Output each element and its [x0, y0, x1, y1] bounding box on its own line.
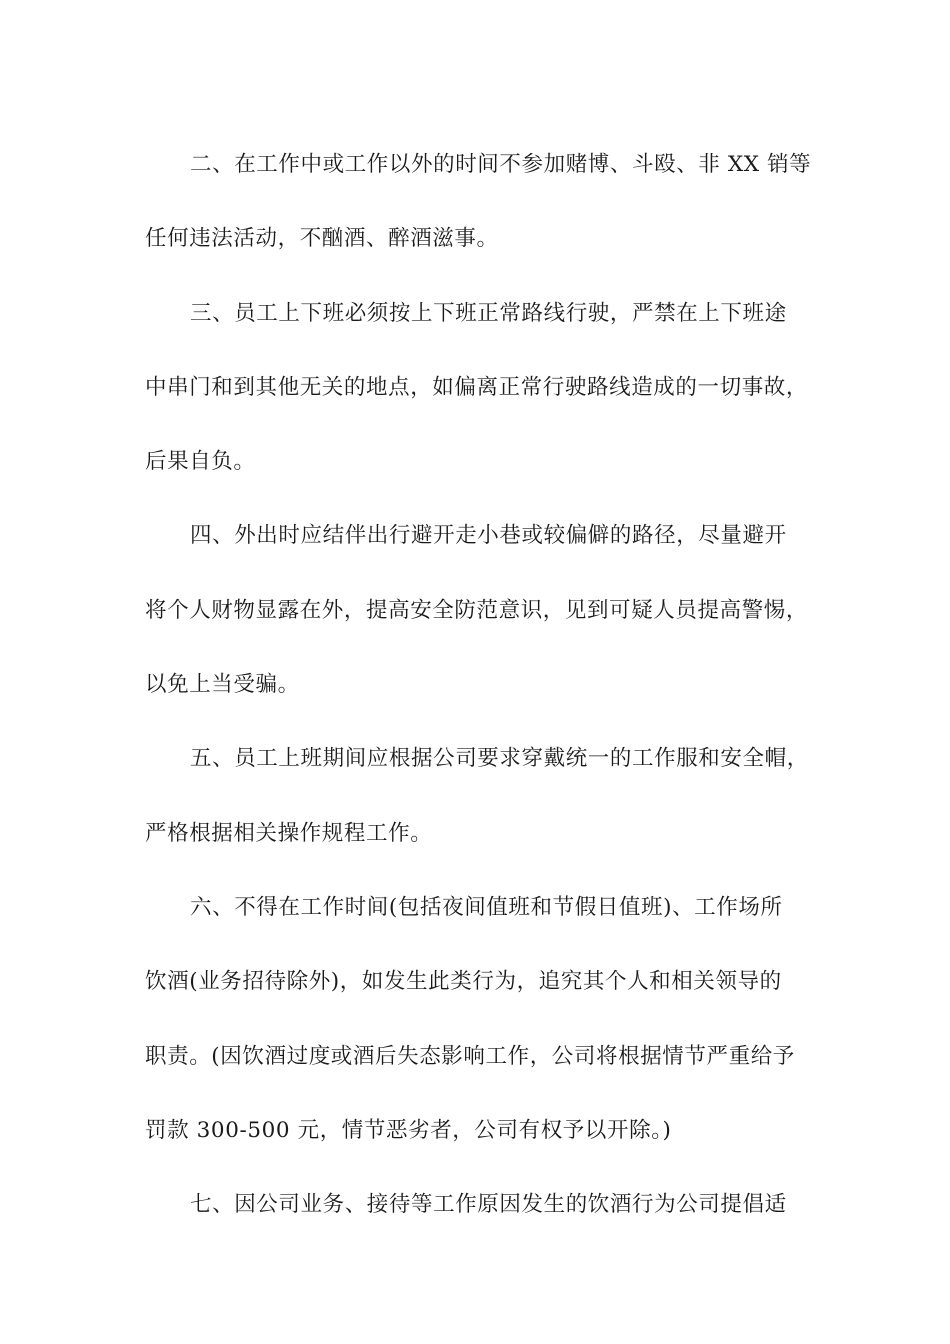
text-line: 严格根据相关操作规程工作。 — [145, 820, 433, 846]
text-line: 职责。(因饮酒过度或酒后失态影响工作，公司将根据情节严重给予 — [145, 1043, 795, 1069]
text-line: 任何违法活动，不酗酒、醉酒滋事。 — [145, 226, 499, 252]
text-line: 四、外出时应结伴出行避开走小巷或较偏僻的路径，尽量避开 — [190, 523, 787, 549]
text-line: 三、员工上下班必须按上下班正常路线行驶，严禁在上下班途 — [190, 300, 787, 326]
text-line: 五、员工上班期间应根据公司要求穿戴统一的工作服和安全帽， — [190, 746, 809, 772]
text-line: 将个人财物显露在外，提高安全防范意识，见到可疑人员提高警惕， — [145, 597, 809, 623]
text-line: 中串门和到其他无关的地点，如偏离正常行驶路线造成的一切事故， — [145, 374, 809, 400]
text-line: 罚款 300-500 元，情节恶劣者，公司有权予以开除。) — [145, 1117, 672, 1143]
text-line: 后果自负。 — [145, 449, 256, 475]
text-line: 七、因公司业务、接待等工作原因发生的饮酒行为公司提倡适 — [190, 1192, 787, 1218]
text-line: 以免上当受骗。 — [145, 672, 300, 698]
text-line: 二、在工作中或工作以外的时间不参加赌博、斗殴、非 XX 销等 — [190, 152, 812, 177]
body-text — [145, 0, 845, 1242]
text-line: 六、不得在工作时间(包括夜间值班和节假日值班)、工作场所 — [190, 894, 783, 920]
text-line: 饮酒(业务招待除外)，如发生此类行为，追究其个人和相关领导的 — [145, 969, 782, 995]
